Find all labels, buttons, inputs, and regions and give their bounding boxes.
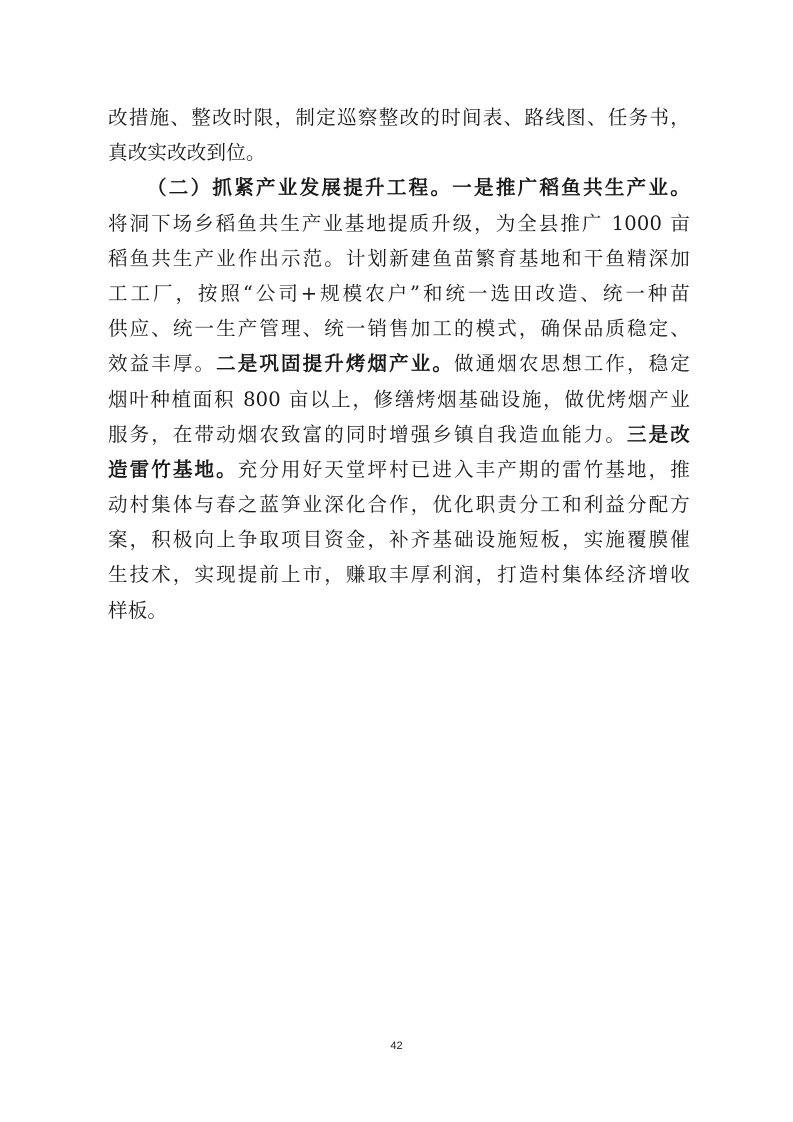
section-heading-line (108, 170, 690, 205)
body-text (108, 100, 690, 628)
paragraph-line (108, 206, 690, 241)
text-segment: 改措施、整改时限，制定巡察整改的时间表、路线图、任务书， (108, 106, 690, 129)
text-segment: 做通烟农思想工作，稳定 (454, 352, 690, 376)
page-number: 42 (390, 1040, 403, 1052)
text-segment: 动村集体与春之蓝笋业深化合作，优化职责分工和利益分配方 (108, 493, 690, 517)
paragraph-line (108, 311, 690, 346)
paragraph-line (108, 487, 690, 522)
text-segment: 生技术，实现提前上市，赚取丰厚利润，打造村集体经济增收 (108, 563, 690, 587)
bold-subheading: 二是巩固提升烤烟产业。 (216, 352, 455, 376)
bold-subheading: 造雷竹基地。 (108, 457, 238, 481)
text-segment: 效益丰厚。 (108, 352, 217, 376)
paragraph-line (108, 276, 690, 311)
paragraph-line (108, 346, 690, 381)
paragraph-line (108, 417, 690, 452)
paragraph-line (108, 557, 690, 592)
text-segment: 真改实改改到位。 (108, 141, 266, 165)
paragraph-line (108, 135, 690, 170)
paragraph-line (108, 241, 690, 276)
text-segment: 将洞下场乡稻鱼共生产业基地提质升级，为全县推广 1000 亩 (108, 211, 690, 235)
paragraph-line (108, 452, 690, 487)
text-segment: 工工厂，按照“公司+规模农户”和统一选田改造、统一种苗 (108, 281, 690, 305)
text-segment: 稻鱼共生产业作出示范。计划新建鱼苗繁育基地和干鱼精深加 (108, 246, 690, 270)
section-heading: （二）抓紧产业发展提升工程。一是推广稻鱼共生产业。 (147, 176, 690, 200)
paragraph-line (108, 100, 690, 135)
text-segment: 样板。 (108, 598, 168, 622)
paragraph-line (108, 522, 690, 557)
text-segment: 烟叶种植面积 800 亩以上，修缮烤烟基础设施，做优烤烟产业 (108, 387, 690, 411)
text-segment: 供应、统一生产管理、统一销售加工的模式，确保品质稳定、 (108, 317, 690, 341)
paragraph-line (108, 593, 690, 628)
text-segment: 服务，在带动烟农致富的同时增强乡镇自我造血能力。 (108, 422, 628, 446)
paragraph-line (108, 382, 690, 417)
text-segment: 案，积极向上争取项目资金，补齐基础设施短板，实施覆膜催 (108, 528, 690, 552)
bold-subheading: 三是改 (627, 422, 690, 446)
text-segment: 充分用好天堂坪村已进入丰产期的雷竹基地，推 (237, 457, 690, 481)
